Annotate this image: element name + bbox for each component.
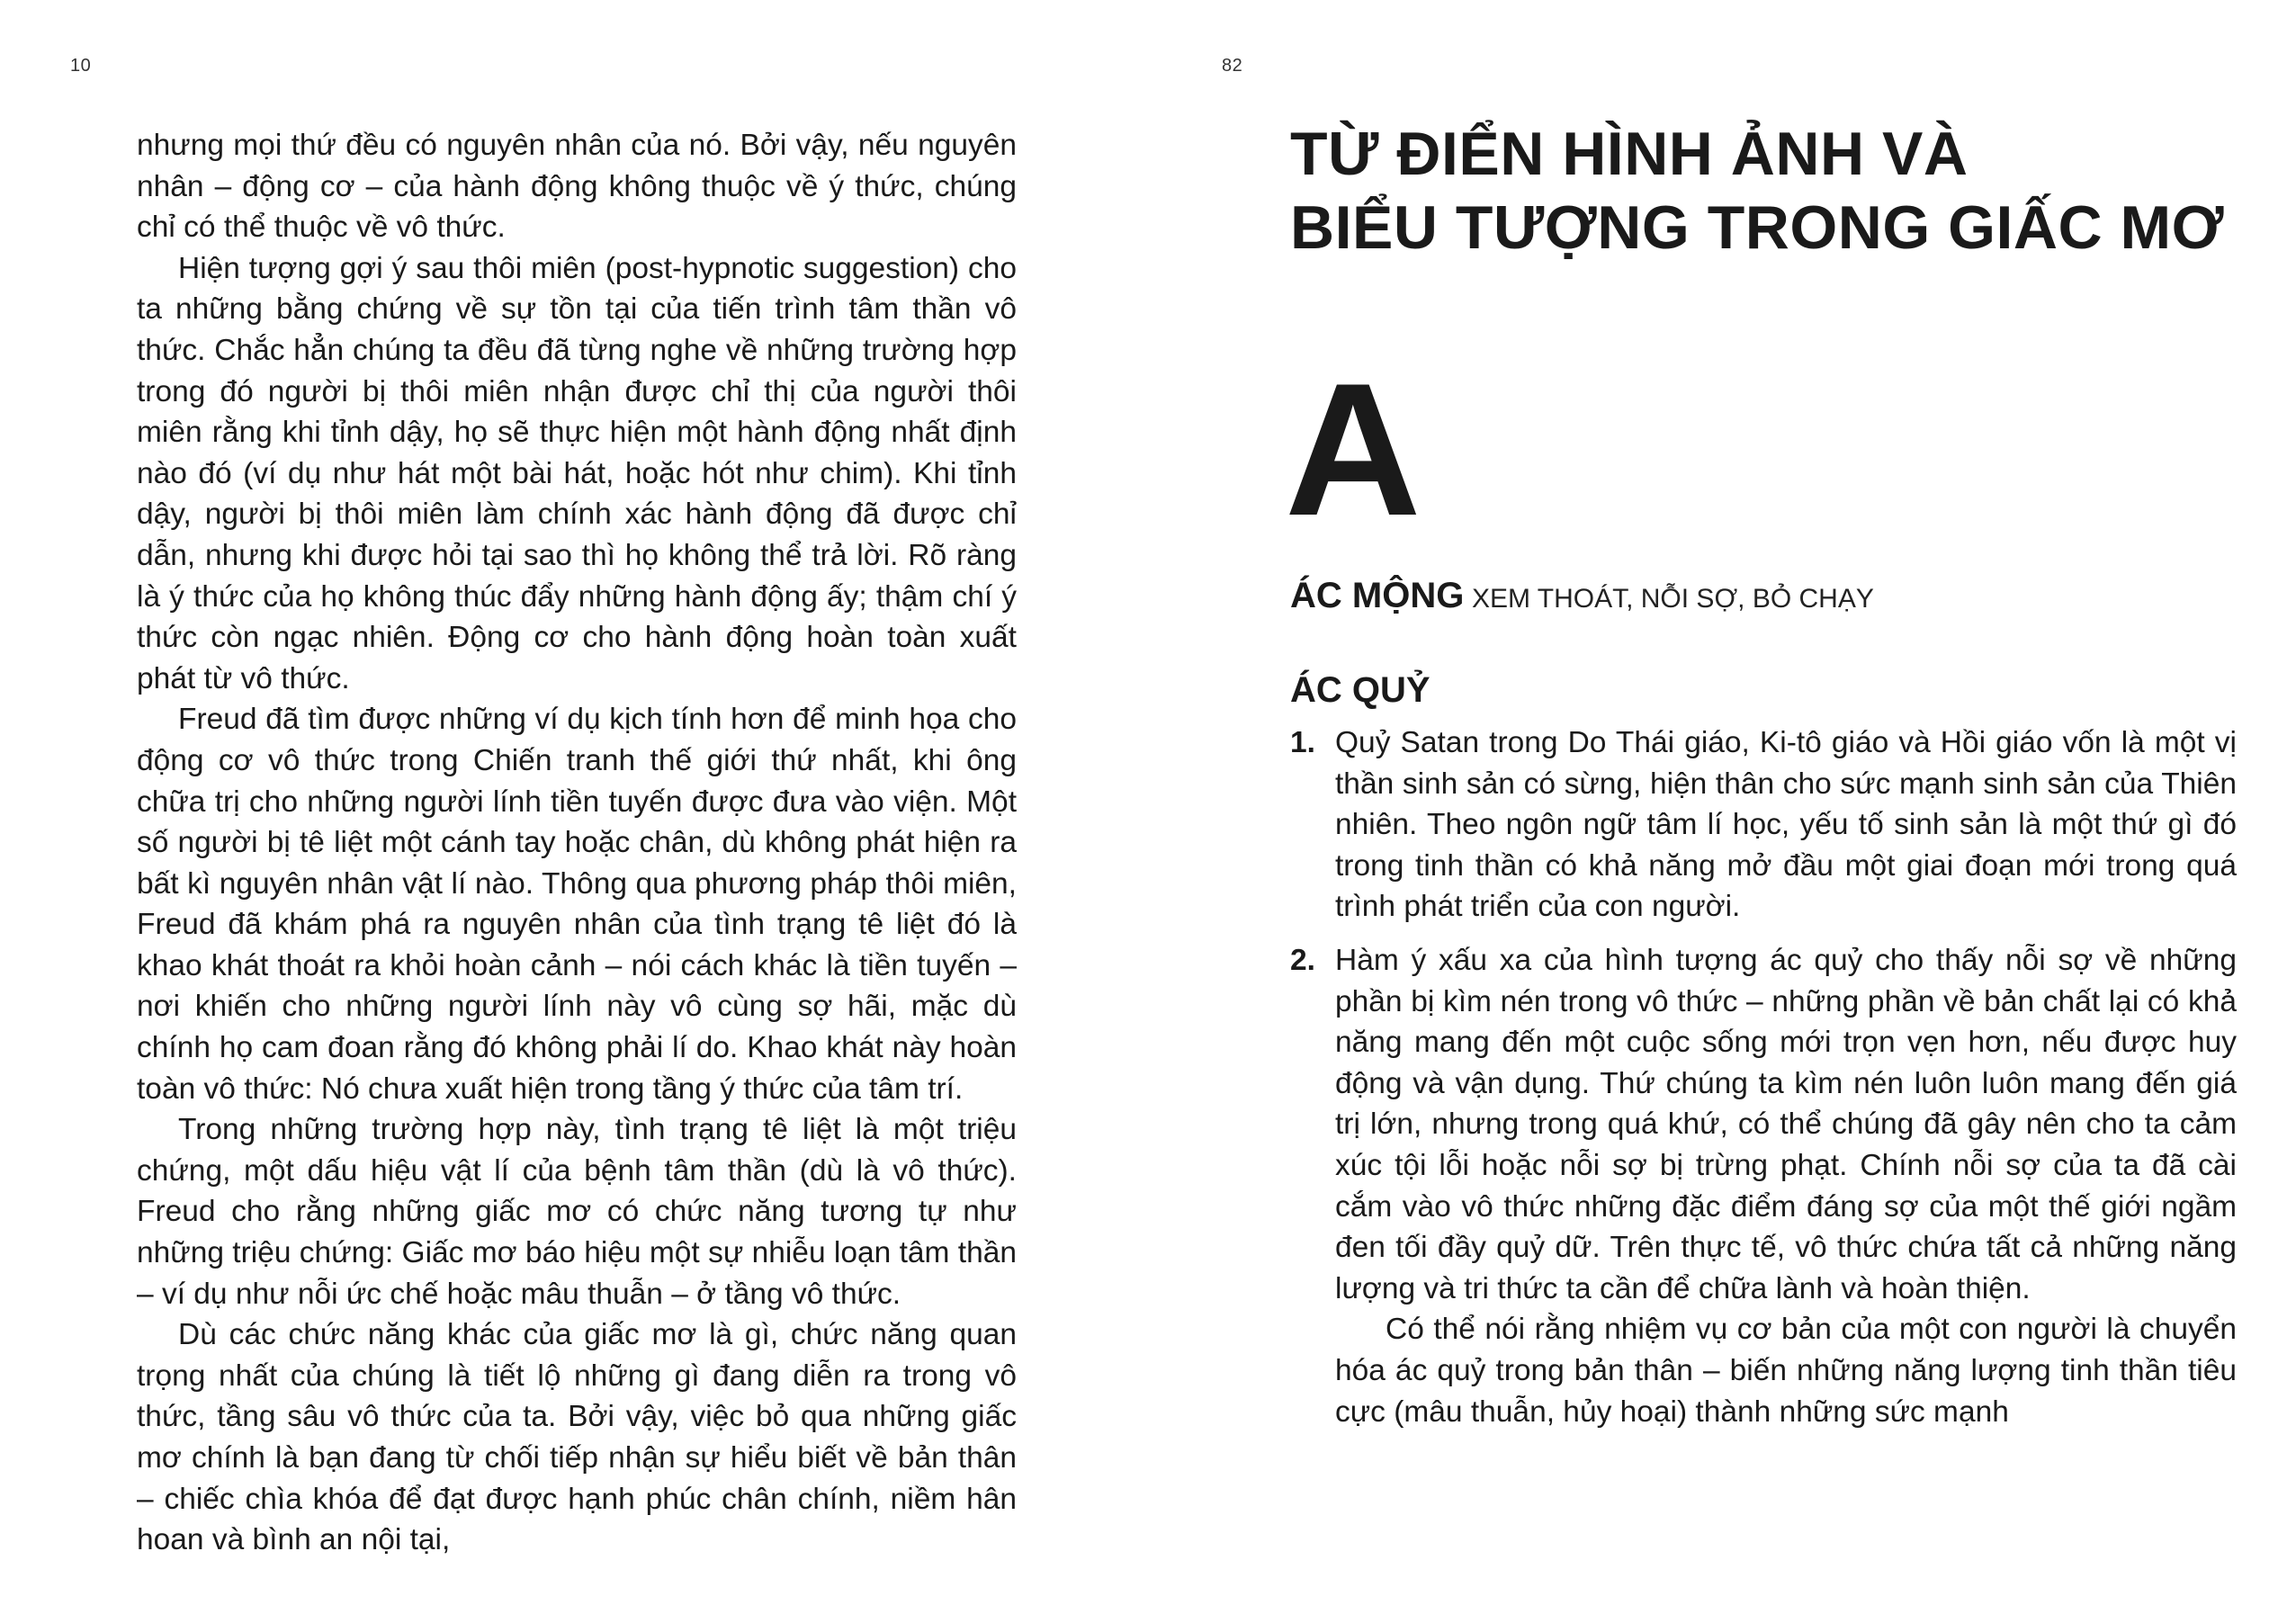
right-page xyxy=(1148,0,2296,1623)
definition-item xyxy=(1290,722,2237,928)
paragraph: nhưng mọi thứ đều có nguyên nhân của nó. Bởi vậy, nếu nguyên nhân – động cơ – của hành động không thuộc về ý thức, chúng chỉ có thể thuộc về vô thức. xyxy=(137,129,1017,245)
paragraph: Dù các chức năng khác của giấc mơ là gì, chức năng quan trọng nhất của chúng là tiết lộ những gì đang diễn ra trong vô thức, tầng sâu vô thức của ta. Bởi vậy, việc bỏ qua những giấc mơ chính là bạn đang từ chối tiếp nhận sự hiểu biết về bản thân – chiếc chìa khóa để đạt được hạnh phúc chân chính, niềm hân hoan và bình an nội tại, xyxy=(137,1318,1017,1557)
definition-number: 2. xyxy=(1290,943,1315,977)
page-number-right: 82 xyxy=(1222,56,1243,76)
left-page-body xyxy=(137,125,1017,1561)
entry-see-also: XEM THOÁT, NỖI SỢ, BỎ CHẠY xyxy=(1471,584,1874,614)
chapter-title-line: BIỂU TƯỢNG TRONG GIẤC MƠ xyxy=(1290,193,2225,262)
definition-continuation: Có thể nói rằng nhiệm vụ cơ bản của một con người là chuyển hóa ác quỷ trong bản thân – biến những năng lượng tinh thần tiêu cực (mâu thuẫn, hủy hoại) thành những sức mạnh xyxy=(1335,1313,2237,1429)
paragraph: Hiện tượng gợi ý sau thôi miên (post-hypnotic suggestion) cho ta những bằng chứng về sự tồn tại của tiến trình tâm thần vô thức. Chắc hẳn chúng ta đều đã từng nghe về những trường hợp trong đó người bị thôi miên nhận được chỉ thị của người thôi miên rằng khi tỉnh dậy, họ sẽ thực hiện một hành động nhất định nào đó (ví dụ như hát một bài hát, hoặc hót như chim). Khi tỉnh dậy, người bị thôi miên làm chính xác hành động đã được chỉ dẫn, nhưng khi được hỏi tại sao thì họ không thể trả lời. Rõ ràng là ý thức của họ không thúc đẩy những hành động ấy; thậm chí ý thức còn ngạc nhiên. Động cơ cho hành động hoàn toàn xuất phát từ vô thức. xyxy=(137,251,1017,695)
definition-text: Quỷ Satan trong Do Thái giáo, Ki-tô giáo và Hồi giáo vốn là một vị thần sinh sản có sừng, hiện thân cho sức mạnh sinh sản của Thiên nhiên. Theo ngôn ngữ tâm lí học, yếu tố sinh sản là một thứ gì đó trong tinh thần có khả năng mở đầu một giai đoạn mới trong quá trình phát triển của con người. xyxy=(1335,726,2237,924)
definition-text: Hàm ý xấu xa của hình tượng ác quỷ cho thấy nỗi sợ về những phần bị kìm nén trong vô thức – những phần về bản chất lại có khả năng mang đến một cuộc sống mới trọn vẹn hơn, nếu được huy động và vận dụng. Thứ chúng ta kìm nén luôn luôn mang đến giá trị lớn, nhưng trong quá khứ, có thể chúng đã gây nên cho ta cảm xúc tội lỗi hoặc nỗi sợ bị trừng phạt. Chính nỗi sợ của ta đã cài cắm vào vô thức những đặc điểm đáng sợ của một thế giới ngầm đen tối đầy quỷ dữ. Trên thực tế, vô thức chứa tất cả những năng lượng và tri thức ta cần để chữa lành và hoàn thiện. xyxy=(1335,943,2237,1305)
dictionary-entry-heading xyxy=(1290,576,1874,619)
entry-term: ÁC QUỶ xyxy=(1290,670,1431,710)
definition-list xyxy=(1290,722,2237,1445)
chapter-title xyxy=(1290,117,2226,265)
chapter-title-line: TỪ ĐIỂN HÌNH ẢNH VÀ xyxy=(1290,120,1969,188)
entry-term: ÁC MỘNG xyxy=(1290,576,1465,615)
definition-item xyxy=(1290,940,2237,1432)
paragraph: Trong những trường hợp này, tình trạng tê liệt là một triệu chứng, một dấu hiệu vật lí của bệnh tâm thần (dù là vô thức). Freud cho rằng những giấc mơ có chức năng tương tự như những triệu chứng: Giấc mơ báo hiệu một sự nhiễu loạn tâm thần – ví dụ như nỗi ức chế hoặc mâu thuẫn – ở tầng vô thức. xyxy=(137,1113,1017,1311)
page-number-left: 10 xyxy=(70,56,92,76)
paragraph: Freud đã tìm được những ví dụ kịch tính hơn để minh họa cho động cơ vô thức trong Chiến tranh thế giới thứ nhất, khi ông chữa trị cho những người lính tiền tuyến được đưa vào viện. Một số người bị tê liệt một cánh tay hoặc chân, dù không phát hiện ra bất kì nguyên nhân vật lí nào. Thông qua phương pháp thôi miên, Freud đã khám phá ra nguyên nhân của tình trạng tê liệt đó là khao khát thoát ra khỏi hoàn cảnh – nói cách khác là tiền tuyến – nơi khiến cho những người lính này vô cùng sợ hãi, mặc dù chính họ cam đoan rằng đó không phải lí do. Khao khát này hoàn toàn vô thức: Nó chưa xuất hiện trong tầng ý thức của tâm trí. xyxy=(137,703,1017,1106)
section-letter: A xyxy=(1285,344,1422,555)
definition-number: 1. xyxy=(1290,726,1315,759)
